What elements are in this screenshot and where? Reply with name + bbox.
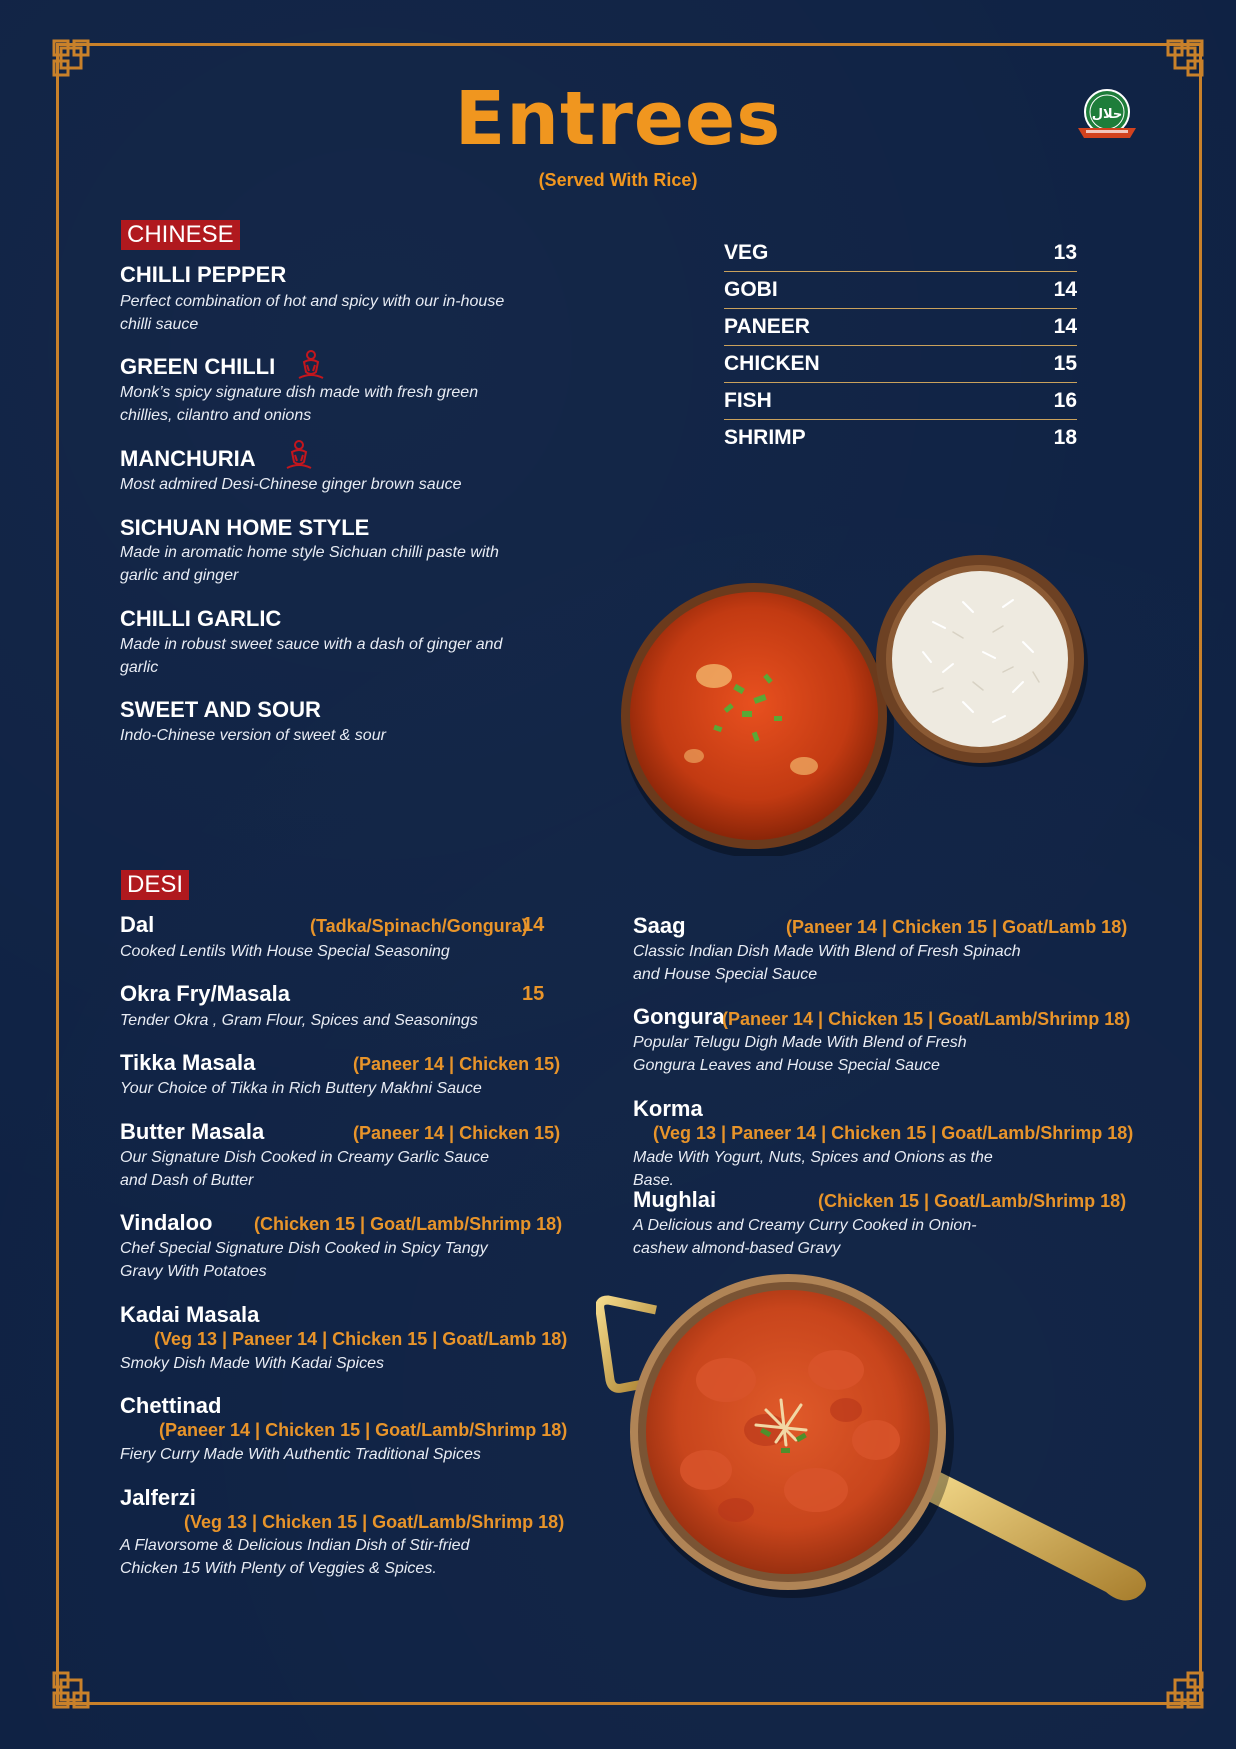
menu-item-name: CHILLI PEPPER	[120, 262, 287, 287]
menu-item-options: (Chicken 15 | Goat/Lamb/Shrimp 18)	[254, 1214, 563, 1234]
kadai-pan-image	[596, 1270, 1166, 1615]
menu-item-desc: Cooked Lentils With House Special Seasoning	[120, 943, 450, 960]
price-row	[724, 421, 1077, 457]
menu-item-name: Dal	[120, 912, 155, 937]
menu-item-name: Mughlai	[633, 1187, 717, 1212]
price-row	[724, 236, 1077, 272]
menu-item-desc: Made in aromatic home style Sichuan chilli paste with garlic and ginger	[120, 544, 499, 584]
menu-item-price: 14	[522, 914, 545, 936]
corner-ornament-icon	[52, 1671, 90, 1709]
page-title: Entrees	[454, 76, 782, 162]
menu-item-options: (Paneer 14 | Chicken 15 | Goat/Lamb/Shrimp 18)	[159, 1420, 568, 1440]
price-row-price: 13	[1053, 241, 1077, 264]
menu-item-options: (Paneer 14 | Chicken 15)	[353, 1123, 561, 1143]
halal-badge-icon	[1074, 88, 1140, 144]
menu-item-name: MANCHURIA	[120, 446, 256, 471]
menu-item-desc: Indo-Chinese version of sweet & sour	[120, 727, 386, 744]
menu-item-desc: Classic Indian Dish Made With Blend of Fresh Spinach and House Special Sauce	[633, 943, 1021, 983]
menu-item-desc: A Delicious and Creamy Curry Cooked in Onion-cashew almond-based Gravy	[633, 1217, 977, 1257]
menu-item-name: Okra Fry/Masala	[120, 981, 290, 1006]
price-row-price: 18	[1053, 426, 1077, 449]
rice-bowl-image	[873, 552, 1088, 767]
menu-item-name: Saag	[633, 913, 686, 938]
menu-item-name: Chettinad	[120, 1393, 222, 1418]
menu-item-desc: Tender Okra , Gram Flour, Spices and Seasonings	[120, 1012, 478, 1029]
menu-item-desc: Made With Yogurt, Nuts, Spices and Onions as the Base.	[633, 1149, 993, 1189]
menu-item-name: SWEET AND SOUR	[120, 697, 321, 722]
section-tag-chinese: CHINESE	[121, 220, 240, 250]
menu-item-name: Korma	[633, 1096, 703, 1121]
price-row	[724, 347, 1077, 383]
menu-item-desc: Your Choice of Tikka in Rich Buttery Makhni Sauce	[120, 1080, 482, 1097]
price-row-name: VEG	[724, 241, 769, 264]
menu-item-desc: A Flavorsome & Delicious Indian Dish of Stir-fried Chicken 15 With Plenty of Veggies & Spices.	[120, 1537, 470, 1577]
menu-item-options: (Paneer 14 | Chicken 15 | Goat/Lamb/Shrimp 18)	[722, 1009, 1131, 1029]
menu-item-name: Tikka Masala	[120, 1050, 256, 1075]
price-row-price: 14	[1053, 278, 1077, 301]
price-row-name: SHRIMP	[724, 426, 806, 449]
menu-item-name: SICHUAN HOME STYLE	[120, 515, 370, 540]
menu-item-name: Gongura	[633, 1004, 725, 1029]
menu-item-desc: Perfect combination of hot and spicy with our in-house chilli sauce	[120, 293, 505, 333]
menu-item-name: Jalferzi	[120, 1485, 196, 1510]
price-row	[724, 273, 1077, 309]
menu-item-name: Kadai Masala	[120, 1302, 260, 1327]
price-row-name: PANEER	[724, 315, 810, 338]
section-tag-desi: DESI	[121, 870, 189, 900]
menu-item-desc: Made in robust sweet sauce with a dash of ginger and garlic	[120, 636, 503, 676]
menu-item-options: (Veg 13 | Paneer 14 | Chicken 15 | Goat/Lamb/Shrimp 18)	[653, 1123, 1134, 1143]
menu-item-desc: Fiery Curry Made With Authentic Traditional Spices	[120, 1446, 481, 1463]
menu-item-desc: Most admired Desi-Chinese ginger brown sauce	[120, 476, 462, 493]
price-row-price: 15	[1053, 352, 1077, 375]
price-row-name: CHICKEN	[724, 352, 820, 375]
menu-item-desc: Smoky Dish Made With Kadai Spices	[120, 1355, 384, 1372]
curry-bowl-image	[614, 576, 894, 856]
menu-item-desc: Monk’s spicy signature dish made with fresh green chillies, cilantro and onions	[120, 384, 479, 424]
chinese-price-table	[724, 236, 1077, 458]
menu-item-price: 15	[522, 983, 545, 1005]
menu-item-desc: Popular Telugu Digh Made With Blend of Fresh Gongura Leaves and House Special Sauce	[633, 1034, 967, 1074]
menu-item-options: (Veg 13 | Paneer 14 | Chicken 15 | Goat/Lamb 18)	[154, 1329, 568, 1349]
menu-item-name: CHILLI GARLIC	[120, 606, 282, 631]
menu-item-options: (Paneer 14 | Chicken 15 | Goat/Lamb 18)	[786, 917, 1128, 937]
menu-item-options: (Tadka/Spinach/Gongura)	[310, 916, 528, 936]
price-row-name: FISH	[724, 389, 772, 412]
price-row	[724, 310, 1077, 346]
menu-item-desc: Chef Special Signature Dish Cooked in Spicy Tangy Gravy With Potatoes	[120, 1240, 488, 1280]
page-subtitle: (Served With Rice)	[538, 170, 698, 190]
corner-ornament-icon	[52, 39, 90, 77]
menu-item-name: GREEN CHILLI	[120, 354, 276, 379]
menu-item-name: Butter Masala	[120, 1119, 265, 1144]
menu-item-name: Vindaloo	[120, 1210, 213, 1235]
chilli-monk-icon	[284, 438, 314, 470]
menu-item-desc: Our Signature Dish Cooked in Creamy Garlic Sauce and Dash of Butter	[120, 1149, 490, 1189]
halal-badge-text: حلال	[1091, 107, 1123, 122]
corner-ornament-icon	[1166, 39, 1204, 77]
price-row-price: 16	[1053, 389, 1077, 412]
price-row-price: 14	[1053, 315, 1077, 338]
menu-item-options: (Paneer 14 | Chicken 15)	[353, 1054, 561, 1074]
menu-item-options: (Veg 13 | Chicken 15 | Goat/Lamb/Shrimp 18)	[184, 1512, 565, 1532]
menu-item-options: (Chicken 15 | Goat/Lamb/Shrimp 18)	[818, 1191, 1127, 1211]
chilli-monk-icon	[296, 348, 326, 380]
corner-ornament-icon	[1166, 1671, 1204, 1709]
price-row	[724, 384, 1077, 420]
price-row-name: GOBI	[724, 278, 778, 301]
